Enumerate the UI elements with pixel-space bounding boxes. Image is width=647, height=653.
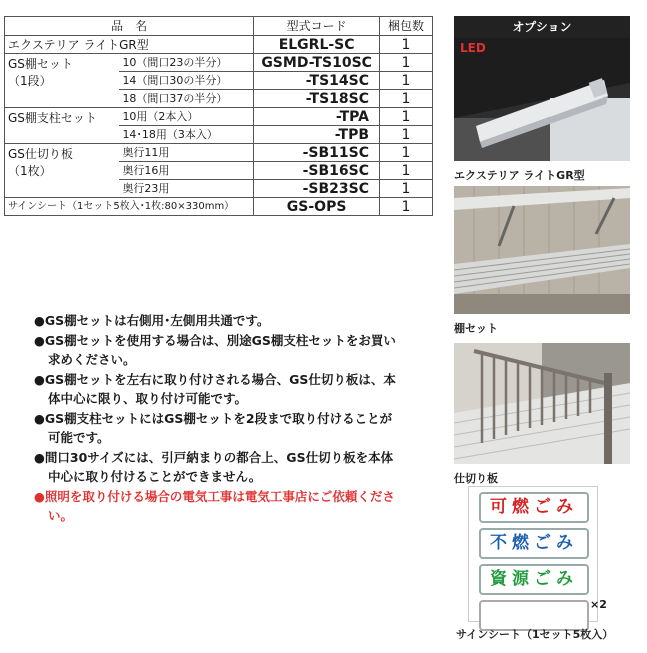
divider-code-11: -SB11SC	[254, 144, 380, 162]
table-row	[5, 198, 433, 216]
shelf-caption: 棚セット	[454, 322, 498, 335]
divider-group-label: GS仕切り板	[8, 147, 73, 161]
light-illustration	[454, 38, 630, 161]
shelf-code-18: -TS18SC	[254, 90, 380, 108]
row-light-code: ELGRL-SC	[254, 36, 380, 54]
shelf-sub-14: 14（間口30の半分）	[119, 72, 253, 90]
sign-burnable: 可燃ごみ	[479, 492, 589, 523]
divider-group-qty-label: （1枚）	[8, 164, 52, 178]
note-item: ●GS棚セットを使用する場合は、別途GS棚支柱セットをお買い求めください。	[34, 333, 396, 367]
light-caption: エクステリア ライトGR型	[454, 169, 585, 182]
divider-caption: 仕切り板	[454, 472, 498, 485]
shelf-sub-10: 10（間口23の半分）	[119, 54, 253, 72]
row-sign-qty: 1	[380, 198, 433, 216]
row-light-name: エクステリア ライトGR型	[5, 36, 254, 54]
post-sub-b: 14･18用（3本入）	[119, 126, 253, 144]
sign-caption: サインシート（1セット5枚入）	[456, 628, 614, 641]
divider-illustration	[454, 343, 630, 464]
divider-qty-11: 1	[380, 144, 433, 162]
table-header-row	[5, 17, 433, 36]
header-code: 型式コード	[254, 17, 380, 36]
post-code-a: -TPA	[254, 108, 380, 126]
shelf-qty-18: 1	[380, 90, 433, 108]
shelf-qty-10: 1	[380, 54, 433, 72]
shelf-sub-18: 18（間口37の半分）	[119, 90, 253, 108]
header-qty: 梱包数	[380, 17, 433, 36]
shelf-group-cell	[5, 54, 120, 108]
shelf-group-qty-label: （1段）	[8, 74, 52, 88]
shelf-illustration	[454, 186, 630, 314]
shelf-code-14: -TS14SC	[254, 72, 380, 90]
options-header: オプション	[454, 16, 630, 38]
post-sub-a: 10用（2本入）	[119, 108, 253, 126]
post-qty-b: 1	[380, 126, 433, 144]
shelf-code-10: GSMD-TS10SC	[254, 54, 380, 72]
divider-sub-16: 奥行16用	[119, 162, 253, 180]
sign-sheet-group	[479, 492, 589, 636]
row-sign-code: GS-OPS	[254, 198, 380, 216]
post-qty-a: 1	[380, 108, 433, 126]
led-label: LED	[460, 41, 486, 55]
table-row	[5, 36, 433, 54]
note-warning: ●照明を取り付ける場合の電気工事は電気工事店にご依頼ください。	[34, 489, 395, 523]
notes-list	[34, 311, 404, 526]
post-group-cell	[5, 108, 120, 144]
divider-code-23: -SB23SC	[254, 180, 380, 198]
divider-qty-23: 1	[380, 180, 433, 198]
note-item: ●GS棚セットは右側用･左側用共通です。	[34, 313, 270, 328]
sign-multiplier: ×2	[590, 598, 607, 611]
note-item: ●GS棚支柱セットにはGS棚セットを2段まで取り付けることが可能です。	[34, 411, 393, 445]
table-row	[5, 108, 433, 126]
post-group-label: GS棚支柱セット	[8, 111, 97, 125]
row-light-qty: 1	[380, 36, 433, 54]
shelf-group-label: GS棚セット	[8, 57, 73, 71]
divider-code-16: -SB16SC	[254, 162, 380, 180]
table-row	[5, 54, 433, 72]
sign-nonburnable: 不燃ごみ	[479, 528, 589, 559]
divider-sub-23: 奥行23用	[119, 180, 253, 198]
divider-group-cell	[5, 144, 120, 198]
note-item: ●GS棚セットを左右に取り付けされる場合、GS仕切り板は、本体中心に限り、取り付け可能です。	[34, 372, 396, 406]
post-code-b: -TPB	[254, 126, 380, 144]
shelf-photo	[454, 186, 630, 314]
divider-qty-16: 1	[380, 162, 433, 180]
table-row	[5, 144, 433, 162]
product-table	[4, 16, 433, 216]
note-item: ●間口30サイズには、引戸納まりの都合上、GS仕切り板を本体中心に取り付けることができません。	[34, 450, 394, 484]
divider-photo	[454, 343, 630, 464]
light-photo	[454, 38, 630, 161]
header-name: 品 名	[5, 17, 254, 36]
sign-recyclable: 資源ごみ	[479, 564, 589, 595]
divider-sub-11: 奥行11用	[119, 144, 253, 162]
shelf-qty-14: 1	[380, 72, 433, 90]
row-sign-name: サインシート（1セット5枚入･1枚:80×330mm）	[5, 198, 254, 216]
